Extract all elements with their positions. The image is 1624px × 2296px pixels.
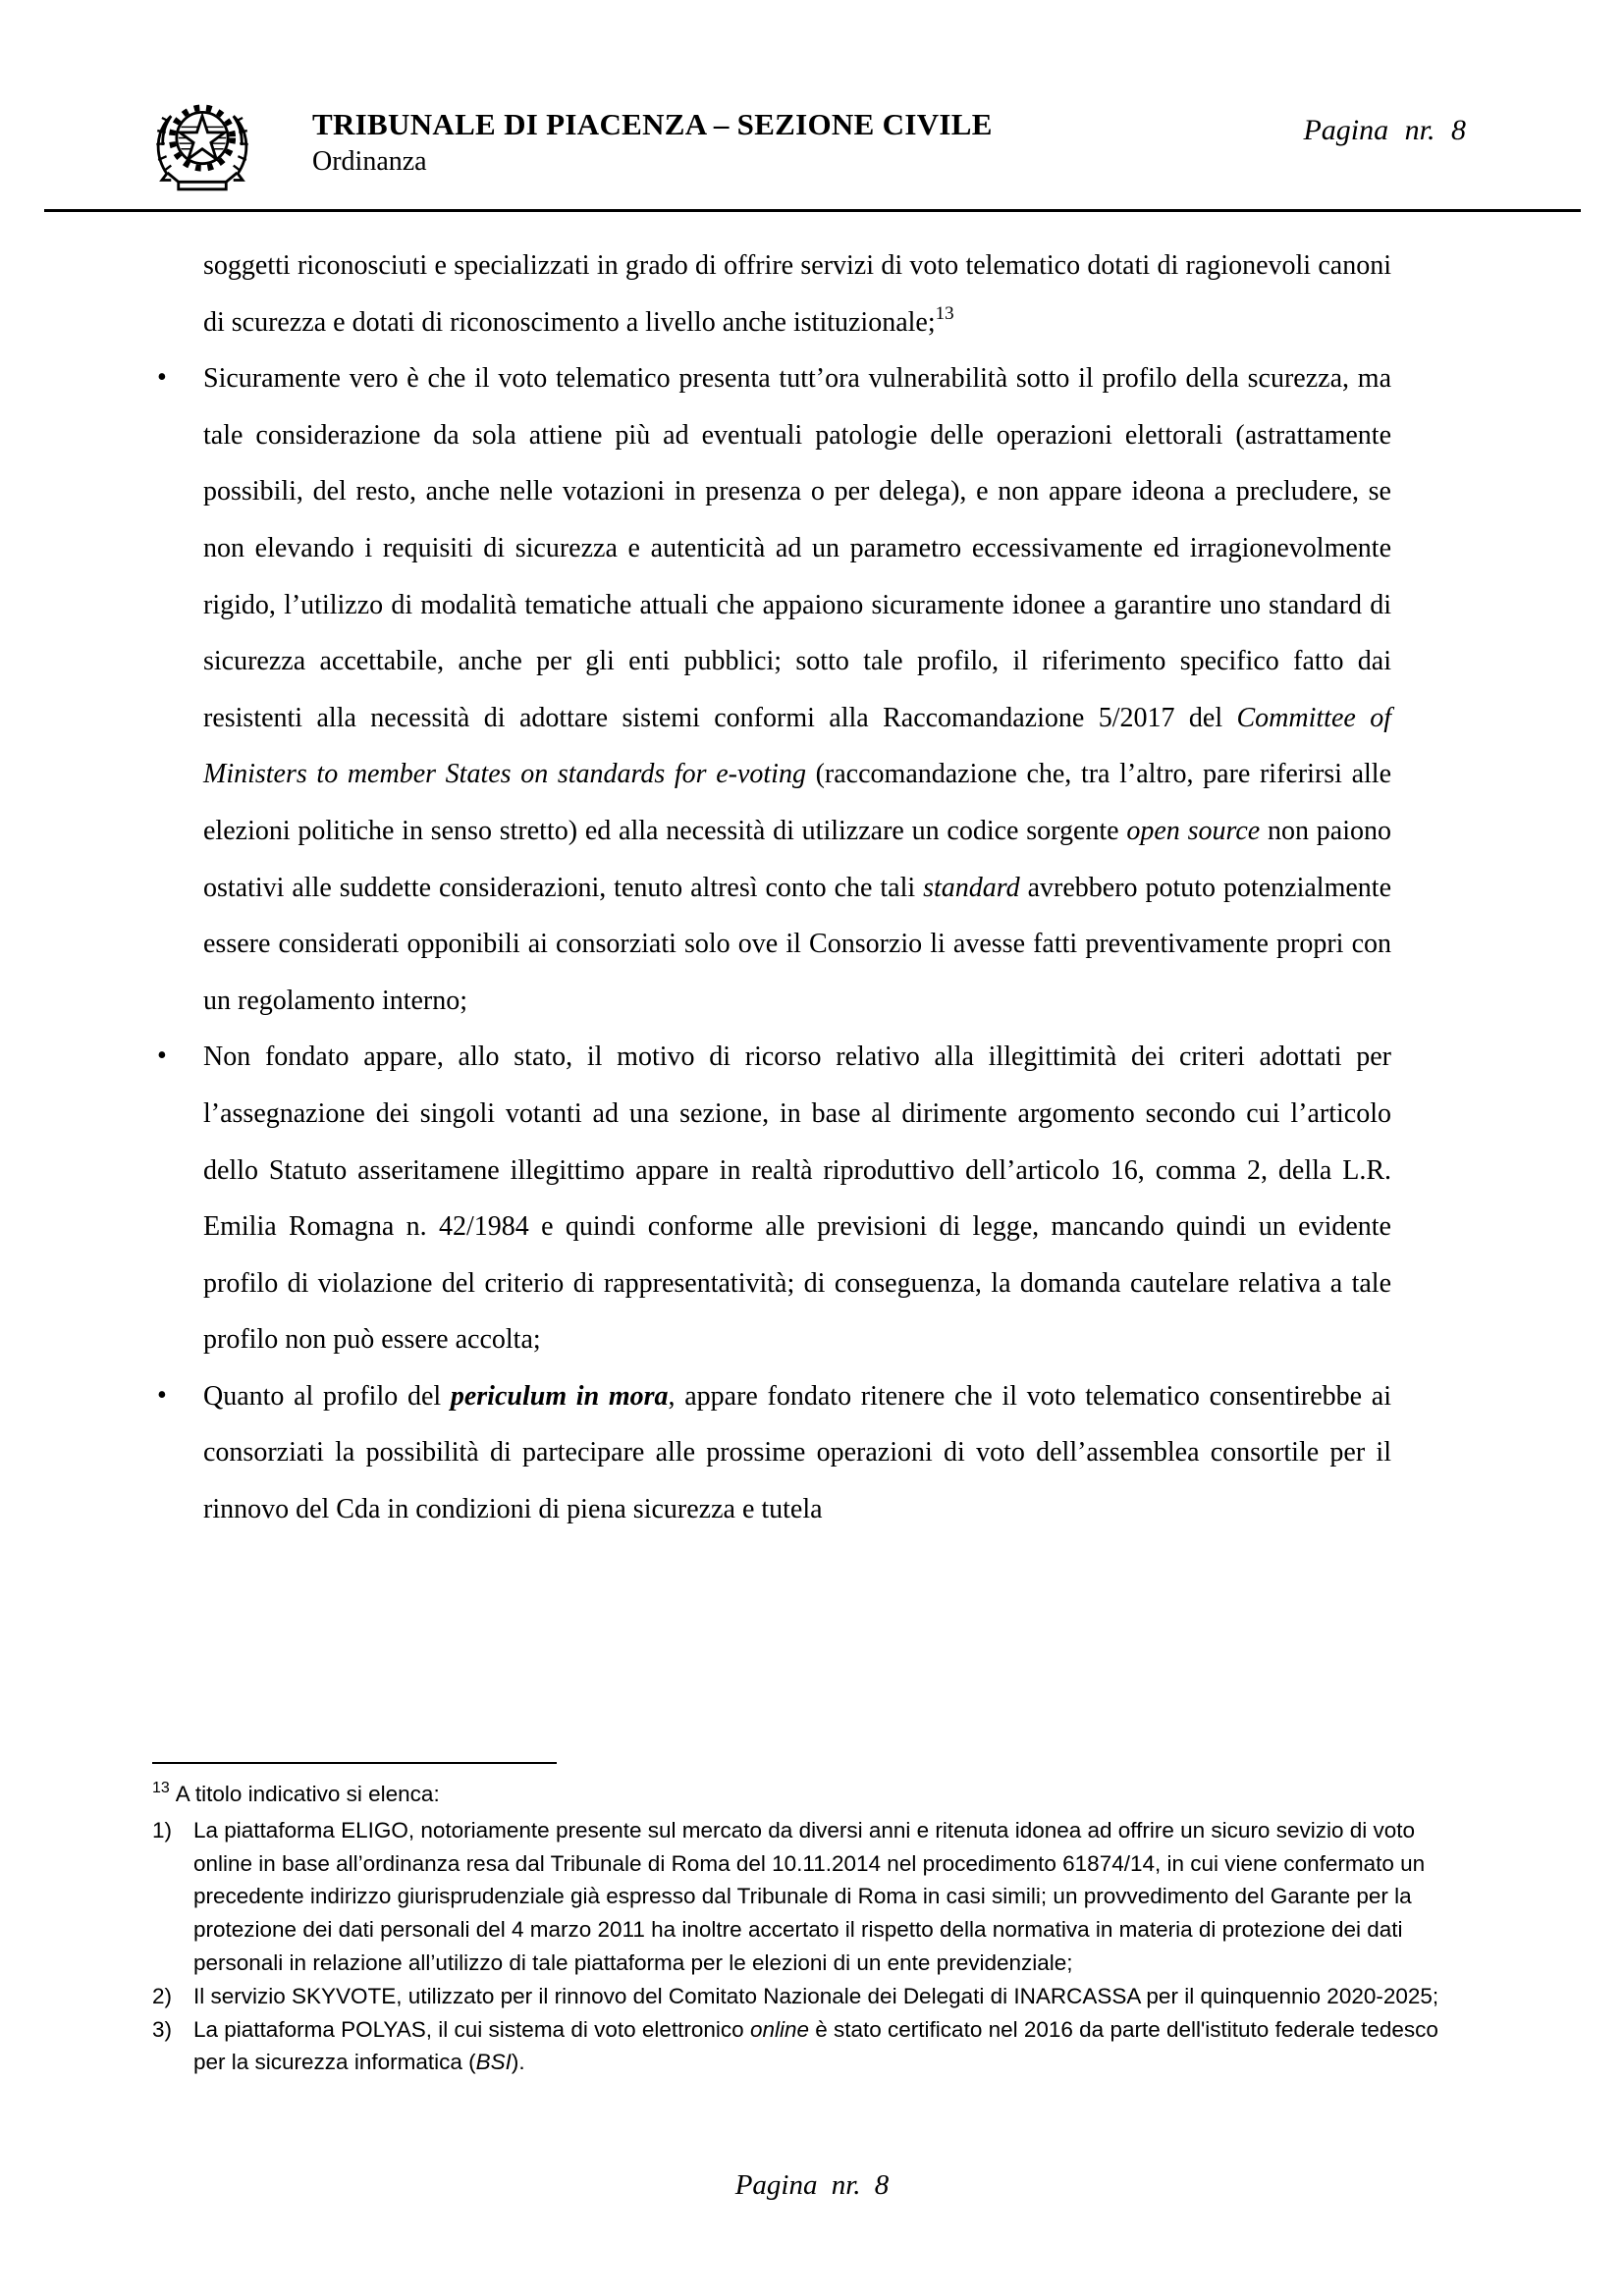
footnote-item: 3) La piattaforma POLYAS, il cui sistema di voto elettronico online è stato certificato nel 2016 da parte dell'istituto federale tedesco per la sicurezza informatica (BSI). [152, 2013, 1470, 2080]
footnote-item-number: 2) [152, 1983, 173, 2008]
bullet-icon: • [157, 1041, 167, 1072]
header-text [312, 108, 993, 178]
footnote-item-number: 1) [152, 1817, 173, 1842]
italic-phrase: standard [923, 872, 1020, 903]
footnote-separator [152, 1762, 557, 1764]
italic-phrase: online [749, 2016, 809, 2042]
italian-republic-emblem [147, 88, 257, 202]
paragraph: soggetti riconosciuti e specializzati in grado di offrire servizi di voto telematico dotati di ragionevoli canoni di scurezza e dotati di riconoscimento a livello anche istituzionale;$^{13}$ [203, 250, 1391, 338]
italic-phrase: Committee of Ministers to member States on standards for e-voting [203, 702, 1391, 790]
footnote-item: 2) Il servizio SKYVOTE, utilizzato per il rinnovo del Comitato Nazionale dei Delegati di INARCASSA per il quinquennio 2020-2025; [152, 1980, 1470, 2013]
ordinance-body [147, 238, 1391, 1538]
court-title: TRIBUNALE DI PIACENZA – SEZIONE CIVILE [312, 107, 993, 141]
footer-page-number: Pagina nr. 8 [734, 2169, 890, 2201]
footnote-item-number: 3) [152, 2016, 173, 2042]
footnote-intro [152, 1778, 1470, 1811]
footnote-item: 1) La piattaforma ELIGO, notoriamente presente sul mercato da diversi anni e ritenuta idonea ad offrire un sicuro sevizio di voto online in base all’ordinanza resa dal Tribunale di Roma del 10.11.2014 nel procedimento 61874/14, in cui viene confermato un precedente indirizzo giurisprudenziale già espresso dal Tribunale di Roma in casi simili; un provvedimento del Garante per la protezione dei dati personali del 4 marzo 2011 ha inoltre accertato il rispetto della normativa in materia di protezione dei dati personali in relazione all’utilizzo di tale piattaforma per le elezioni di un ente previdenziale; [152, 1814, 1470, 1980]
footnote-list [152, 1814, 1470, 2079]
italic-phrase: BSI [475, 2050, 512, 2075]
document-type-label: Ordinanza [312, 146, 427, 177]
footnote-intro-text: A titolo indicativo si elenca: [175, 1782, 440, 1806]
header-divider [44, 209, 1581, 212]
bullet-paragraph: • Quanto al profilo del periculum in mora, appare fondato ritenere che il voto telematico consentirebbe ai consorziati la possibilità di partecipare alle prossime operazioni di voto dell’assemblea consortile per il rinnovo del Cda in condizioni di piena sicurezza e tutela [147, 1368, 1391, 1538]
footnotes [152, 1778, 1470, 2079]
bullet-icon: • [157, 1379, 167, 1411]
bullet-icon: • [157, 362, 167, 394]
bold-italic-phrase: periculum in mora [450, 1380, 669, 1412]
footnote-reference: 13 [935, 302, 954, 324]
italic-phrase: open source [1126, 815, 1261, 846]
footnote-marker: 13 [152, 1780, 170, 1796]
bullet-paragraph: • Non fondato appare, allo stato, il motivo di ricorso relativo alla illegittimità dei criteri adottati per l’assegnazione dei singoli votanti ad una sezione, in base al dirimente argomento secondo cui l’articolo dello Statuto asseritamene illegittimo appare in realtà riproduttivo dell’articolo 16, comma 2, della L.R. Emilia Romagna n. 42/1984 e quindi conforme alle previsioni di legge, mancando quindi un evidente profilo di violazione del criterio di rappresentatività; di conseguenza, la domanda cautelare relativa a tale profilo non può essere accolta; [147, 1029, 1391, 1368]
header-page-number: Pagina nr. 8 [1303, 114, 1466, 146]
bullet-paragraph: • Sicuramente vero è che il voto telematico presenta tutt’ora vulnerabilità sotto il profilo della scurezza, ma tale considerazione da sola attiene più ad eventuali patologie delle operazioni elettorali (astrattamente possibili, del resto, anche nelle votazioni in presenza o per delega), e non appare ideona a precludere, se non elevando i requisiti di sicurezza e autenticità ad un parametro eccessivamente ed irragionevolmente rigido, l’utilizzo di modalità tematiche attuali che appaiono sicuramente idonee a garantire uno standard di sicurezza accettabile, anche per gli enti pubblici; sotto tale profilo, il riferimento specifico fatto dai resistenti alla necessità di adottare sistemi conformi alla Raccomandazione 5/2017 del Committee of Ministers to member States on standards for e-voting (raccomandazione che, tra l’altro, pare riferirsi alle elezioni politiche in senso stretto) ed alla necessità di utilizzare un codice sorgente open source non paiono ostativi alle suddette considerazioni, tenuto altresì conto che tali standard avrebbero potuto potenzialmente essere considerati opponibili ai consorziati solo ove il Consorzio li avesse fatti preventivamente propri con un regolamento interno; [147, 350, 1391, 1029]
